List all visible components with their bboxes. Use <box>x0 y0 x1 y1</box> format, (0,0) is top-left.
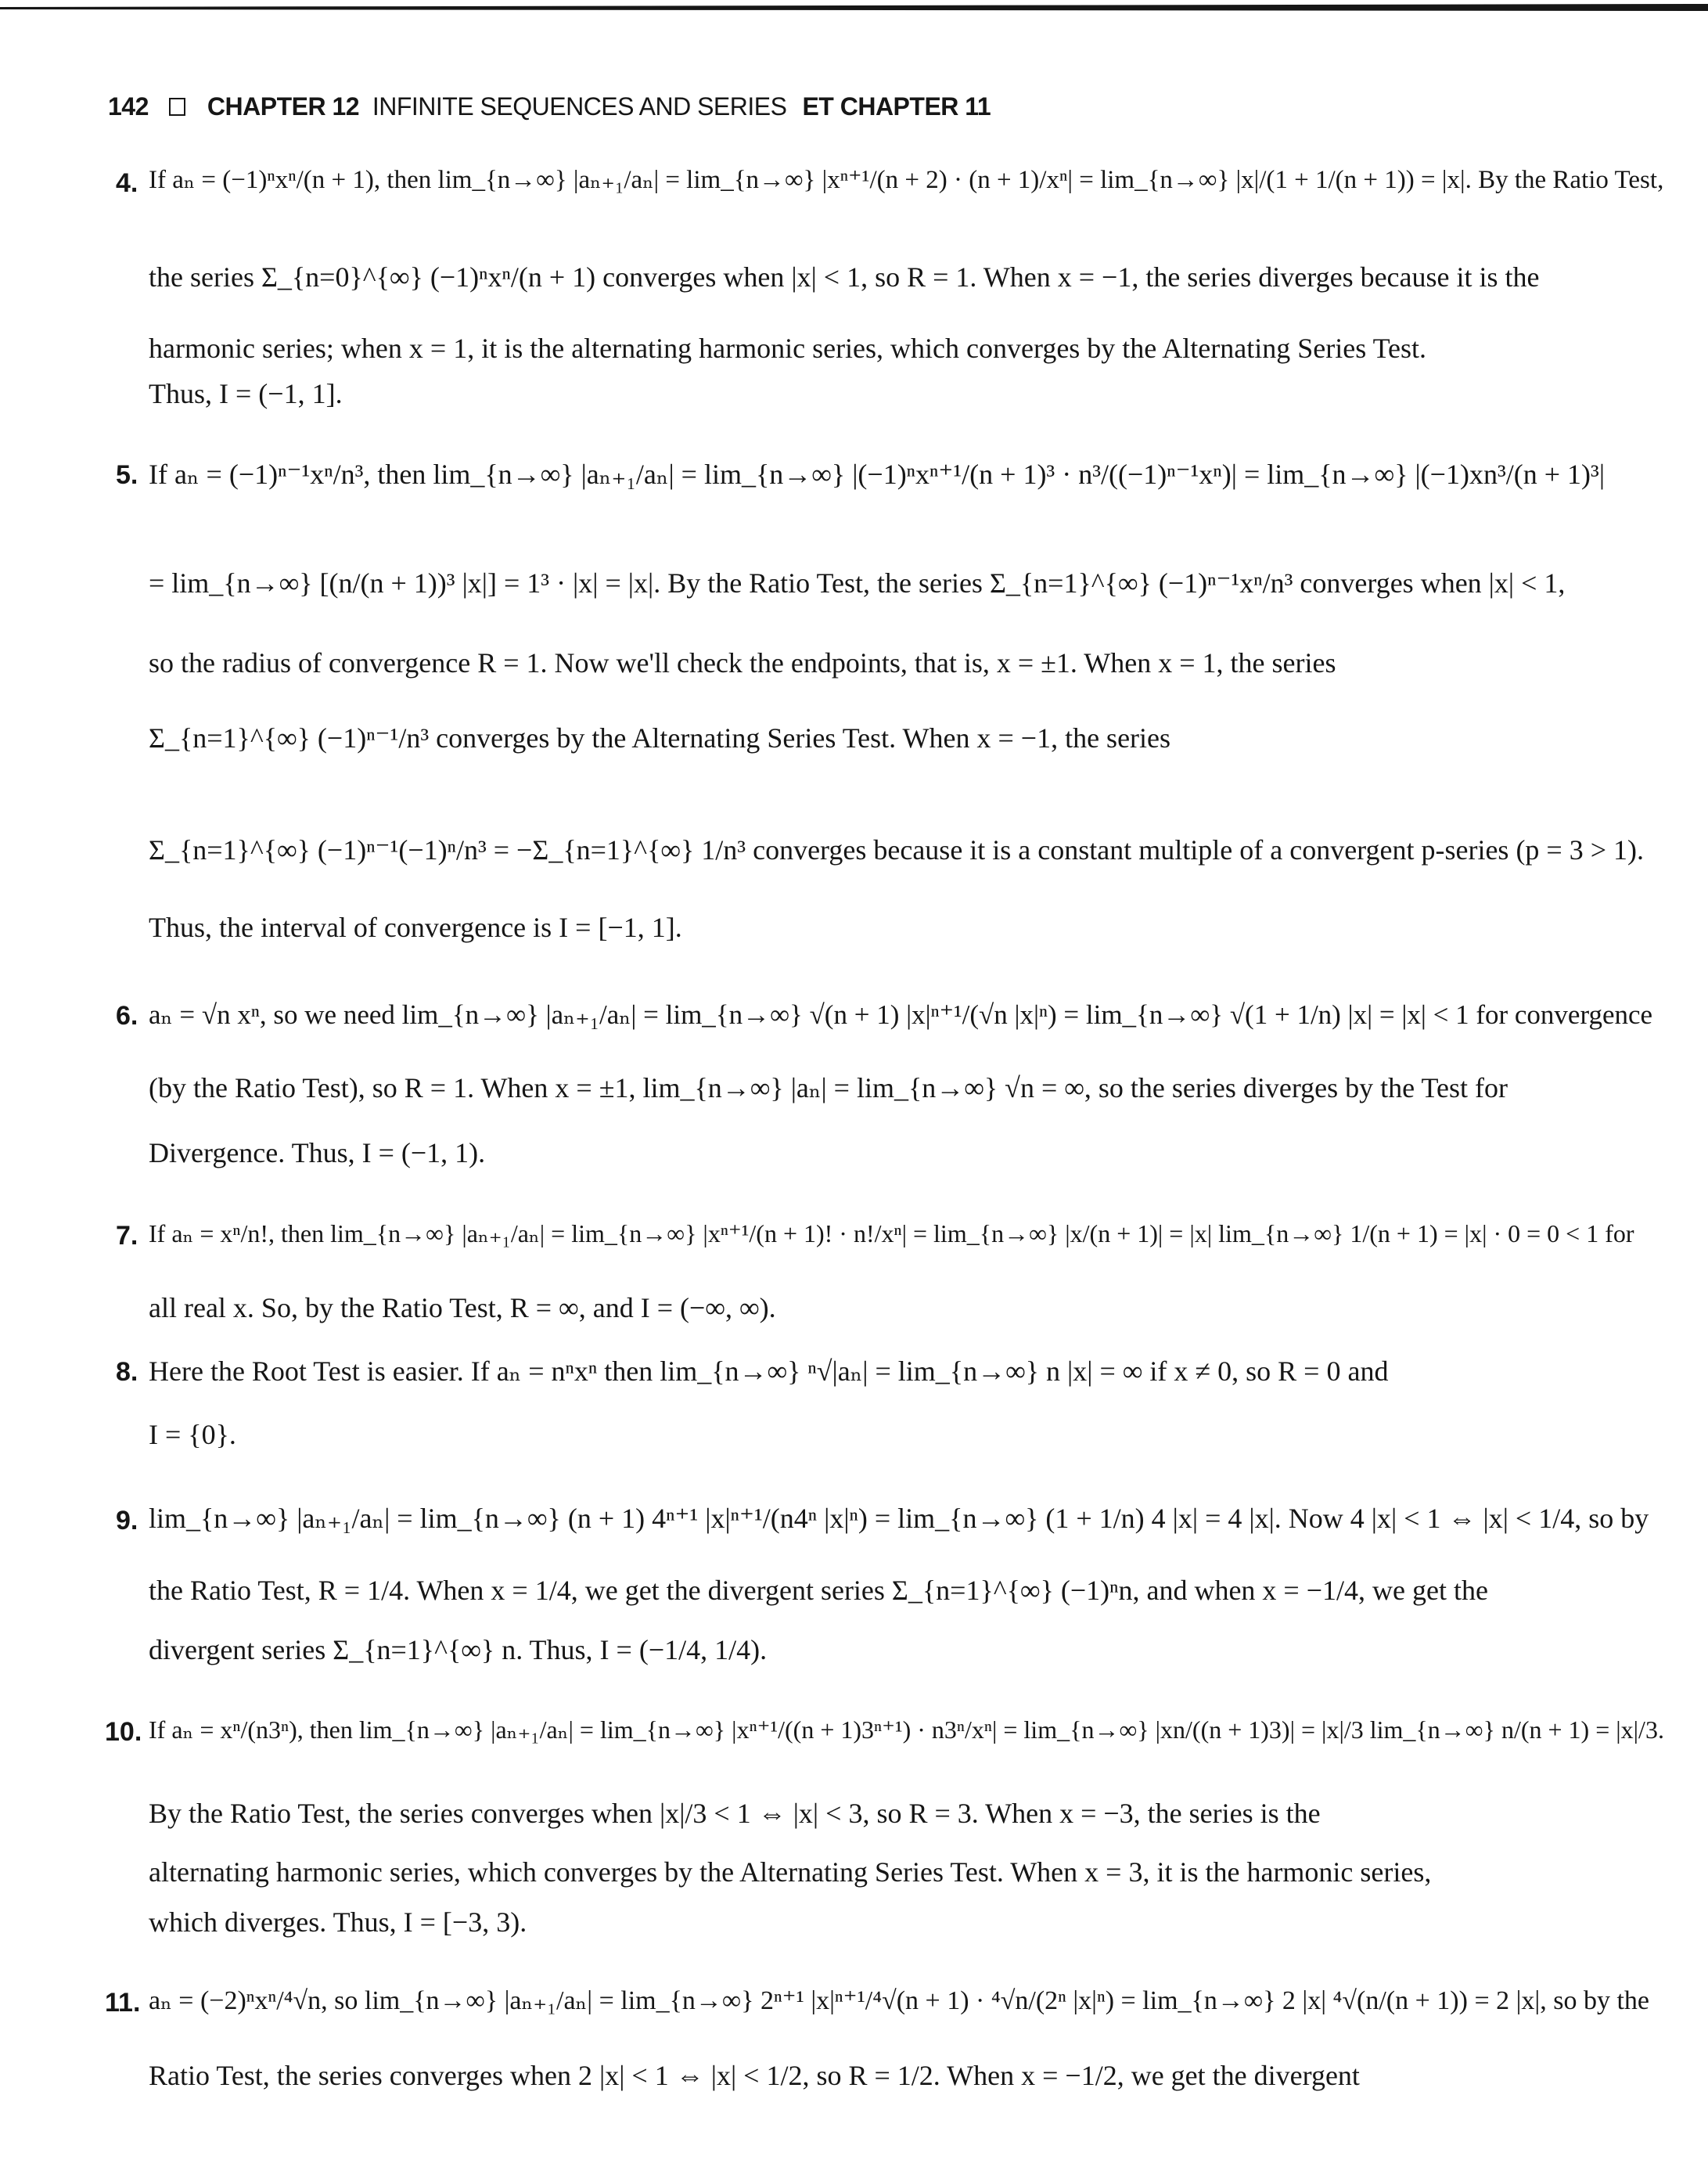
top-rule <box>0 0 1708 16</box>
solution-line: all real x. So, by the Ratio Test, R = ∞, and I = (−∞, ∞). <box>149 1292 776 1323</box>
solution-line: If aₙ = (−1)ⁿxⁿ/(n + 1), then lim_{n→∞} |aₙ₊₁/aₙ| = lim_{n→∞} |xⁿ⁺¹/(n + 2) · (n + 1)/xⁿ| = lim_{n→∞} |x|/(1 + 1/(n + 1)) = |x|. By the Ratio Test, <box>149 166 1664 194</box>
solution-line: (by the Ratio Test), so R = 1. When x = ±1, lim_{n→∞} |aₙ| = lim_{n→∞} √n = ∞, so the series diverges by the Test for <box>149 1072 1508 1103</box>
et-chapter-label: ET CHAPTER 11 <box>802 92 991 121</box>
problem-number: 5. <box>116 460 138 490</box>
solution-line: Thus, the interval of convergence is I = [−1, 1]. <box>149 912 682 943</box>
solution-line: so the radius of convergence R = 1. Now we'll check the endpoints, that is, x = ±1. When x = 1, the series <box>149 647 1336 679</box>
problem-number: 6. <box>116 1001 138 1031</box>
solution-line: Divergence. Thus, I = (−1, 1). <box>149 1137 486 1168</box>
solution-line: If aₙ = xⁿ/n!, then lim_{n→∞} |aₙ₊₁/aₙ| = lim_{n→∞} |xⁿ⁺¹/(n + 1)! · n!/xⁿ| = lim_{n→∞} |x/(n + 1)| = |x| lim_{n→∞} 1/(n + 1) = |x| · 0 = 0 < 1 for <box>149 1219 1634 1247</box>
chapter-label: CHAPTER 12 <box>207 92 360 121</box>
solution-line: By the Ratio Test, the series converges when |x|/3 < 1 ⇔ |x| < 3, so R = 3. When x = −3, the series is the <box>149 1798 1321 1829</box>
square-bullet-icon <box>169 98 185 116</box>
solution-line: the Ratio Test, R = 1/4. When x = 1/4, we get the divergent series Σ_{n=1}^{∞} (−1)ⁿn, and when x = −1/4, we get the <box>149 1575 1488 1606</box>
running-header <box>108 92 991 121</box>
solution-line: Thus, I = (−1, 1]. <box>149 378 343 409</box>
problem-number: 7. <box>116 1221 138 1251</box>
solution-line: I = {0}. <box>149 1419 236 1450</box>
solution-line: harmonic series; when x = 1, it is the alternating harmonic series, which converges by the Alternating Series Test. <box>149 333 1427 364</box>
problem-number: 11. <box>105 1988 141 2018</box>
solution-line: the series Σ_{n=0}^{∞} (−1)ⁿxⁿ/(n + 1) converges when |x| < 1, so R = 1. When x = −1, the series diverges because it is the <box>149 261 1540 293</box>
solution-line: If aₙ = (−1)ⁿ⁻¹xⁿ/n³, then lim_{n→∞} |aₙ₊₁/aₙ| = lim_{n→∞} |(−1)ⁿxⁿ⁺¹/(n + 1)³ · n³/((−1)ⁿ⁻¹xⁿ)| = lim_{n→∞} |(−1)xn³/(n + 1)³| <box>149 459 1606 490</box>
solution-line: Σ_{n=1}^{∞} (−1)ⁿ⁻¹(−1)ⁿ/n³ = −Σ_{n=1}^{∞} 1/n³ converges because it is a constant multiple of a convergent p-series (p = 3 > 1). <box>149 834 1645 866</box>
problem-number: 9. <box>116 1506 138 1535</box>
solution-line: Ratio Test, the series converges when 2 |x| < 1 ⇔ |x| < 1/2, so R = 1/2. When x = −1/2, we get the divergent <box>149 2060 1360 2091</box>
problem-number: 4. <box>116 168 138 198</box>
solution-line: = lim_{n→∞} [(n/(n + 1))³ |x|] = 1³ · |x| = |x|. By the Ratio Test, the series Σ_{n=1}^{∞} (−1)ⁿ⁻¹xⁿ/n³ converges when |x| < 1, <box>149 567 1566 599</box>
solution-line: Here the Root Test is easier. If aₙ = nⁿxⁿ then lim_{n→∞} ⁿ√|aₙ| = lim_{n→∞} n |x| = ∞ if x ≠ 0, so R = 0 and <box>149 1355 1389 1387</box>
solution-line: divergent series Σ_{n=1}^{∞} n. Thus, I = (−1/4, 1/4). <box>149 1634 768 1665</box>
solution-line: Σ_{n=1}^{∞} (−1)ⁿ⁻¹/n³ converges by the Alternating Series Test. When x = −1, the series <box>149 722 1171 754</box>
solution-line: lim_{n→∞} |aₙ₊₁/aₙ| = lim_{n→∞} (n + 1) 4ⁿ⁺¹ |x|ⁿ⁺¹/(n4ⁿ |x|ⁿ) = lim_{n→∞} (1 + 1/n) 4 |x| = 4 |x|. Now 4 |x| < 1 ⇔ |x| < 1/4, so by <box>149 1503 1649 1534</box>
solution-line: alternating harmonic series, which converges by the Alternating Series Test. When x = 3, it is the harmonic series, <box>149 1856 1432 1888</box>
page-number: 142 <box>108 92 149 121</box>
problem-number: 8. <box>116 1357 138 1387</box>
solution-line: which diverges. Thus, I = [−3, 3). <box>149 1906 527 1938</box>
problem-number: 10. <box>105 1717 142 1747</box>
solution-line: aₙ = (−2)ⁿxⁿ/⁴√n, so lim_{n→∞} |aₙ₊₁/aₙ| = lim_{n→∞} 2ⁿ⁺¹ |x|ⁿ⁺¹/⁴√(n + 1) · ⁴√n/(2ⁿ |x|ⁿ) = lim_{n→∞} 2 |x| ⁴√(n/(n + 1)) = 2 |x|, so by the <box>149 1986 1649 2015</box>
solution-line: If aₙ = xⁿ/(n3ⁿ), then lim_{n→∞} |aₙ₊₁/aₙ| = lim_{n→∞} |xⁿ⁺¹/((n + 1)3ⁿ⁺¹) · n3ⁿ/xⁿ| = lim_{n→∞} |xn/((n + 1)3)| = |x|/3 lim_{n→∞} n/(n + 1) = |x|/3. <box>149 1715 1664 1744</box>
solution-line: aₙ = √n xⁿ, so we need lim_{n→∞} |aₙ₊₁/aₙ| = lim_{n→∞} √(n + 1) |x|ⁿ⁺¹/(√n |x|ⁿ) = lim_{n→∞} √(1 + 1/n) |x| = |x| < 1 for convergence <box>149 999 1653 1030</box>
chapter-title: INFINITE SEQUENCES AND SERIES <box>372 92 787 121</box>
